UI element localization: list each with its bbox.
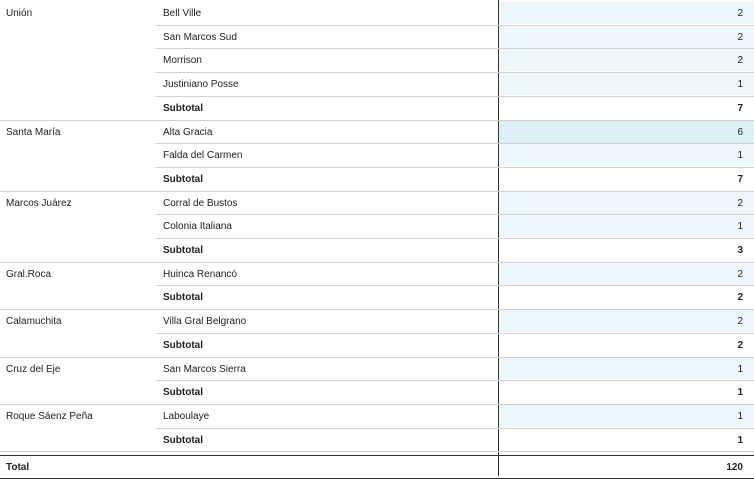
department-label: Santa María	[6, 126, 61, 138]
table-row[interactable]	[0, 25, 754, 49]
table-row[interactable]	[0, 309, 754, 333]
table-row[interactable]	[0, 404, 754, 428]
total-label: Total	[6, 462, 30, 474]
city-label: San Marcos Sud	[163, 31, 237, 43]
city-label: Morrison	[163, 55, 202, 67]
department-label: Unión	[6, 8, 33, 19]
subtotal-row	[0, 333, 754, 357]
subtotal-label: Subtotal	[163, 292, 203, 304]
department-label: Roque Sáenz Peña	[6, 410, 93, 422]
subtotal-value: 3	[737, 245, 743, 256]
city-label: Falda del Carmen	[163, 150, 243, 162]
subtotal-label: Subtotal	[163, 245, 203, 256]
subtotal-value: 7	[737, 102, 743, 114]
subtotal-value: 1	[737, 387, 743, 399]
subtotal-label: Subtotal	[163, 339, 203, 351]
value-cell: 6	[737, 126, 743, 138]
subtotal-label: Subtotal	[163, 102, 203, 114]
subtotal-label: Subtotal	[163, 173, 203, 185]
value-cell: 2	[737, 316, 743, 328]
city-label: Alta Gracia	[163, 126, 213, 138]
department-label: Gral.Roca	[6, 268, 52, 280]
table-row[interactable]	[0, 357, 754, 381]
value-cell: 1	[737, 363, 743, 375]
table-row[interactable]	[0, 48, 754, 72]
city-label: San Marcos Sierra	[163, 363, 246, 375]
subtotal-value: 7	[737, 173, 743, 185]
subtotal-value: 1	[737, 434, 743, 446]
value-cell: 1	[737, 410, 743, 422]
subtotal-row	[0, 167, 754, 191]
subtotal-value: 2	[737, 292, 743, 304]
value-cell: 2	[737, 268, 743, 280]
total-divider	[0, 455, 754, 456]
department-label: Marcos Juárez	[6, 197, 72, 209]
city-label: Colonia Italiana	[163, 221, 232, 233]
subtotal-row	[0, 380, 754, 404]
city-label: Justiniano Posse	[163, 79, 239, 91]
city-label: Laboulaye	[163, 410, 210, 422]
department-label: Calamuchita	[6, 316, 62, 328]
table-row[interactable]	[0, 143, 754, 167]
subtotal-value: 2	[737, 339, 743, 351]
value-cell: 2	[737, 55, 743, 67]
subtotal-row	[0, 96, 754, 120]
table-row[interactable]	[0, 72, 754, 96]
value-cell: 1	[737, 79, 743, 91]
table-row[interactable]	[0, 120, 754, 144]
city-label: Villa Gral Belgrano	[163, 316, 247, 328]
value-cell: 2	[737, 8, 743, 19]
subtotal-label: Subtotal	[163, 434, 203, 446]
table-row[interactable]	[0, 1, 754, 25]
department-label: Cruz del Eje	[6, 363, 61, 375]
value-cell: 2	[737, 197, 743, 209]
value-cell: 2	[737, 31, 743, 43]
group-divider	[0, 451, 754, 452]
subtotal-row	[0, 238, 754, 262]
subtotal-row	[0, 285, 754, 309]
city-label: Bell Ville	[163, 8, 202, 19]
value-cell: 1	[737, 150, 743, 162]
table-row[interactable]	[0, 214, 754, 238]
total-value: 120	[726, 462, 743, 474]
table-row[interactable]	[0, 262, 754, 286]
subtotal-label: Subtotal	[163, 387, 203, 399]
city-label: Corral de Bustos	[163, 197, 238, 209]
city-label: Huinca Renancó	[163, 268, 237, 280]
total-row	[0, 455, 754, 479]
subtotal-row	[0, 428, 754, 452]
value-cell: 1	[737, 221, 743, 233]
table-row[interactable]	[0, 191, 754, 215]
